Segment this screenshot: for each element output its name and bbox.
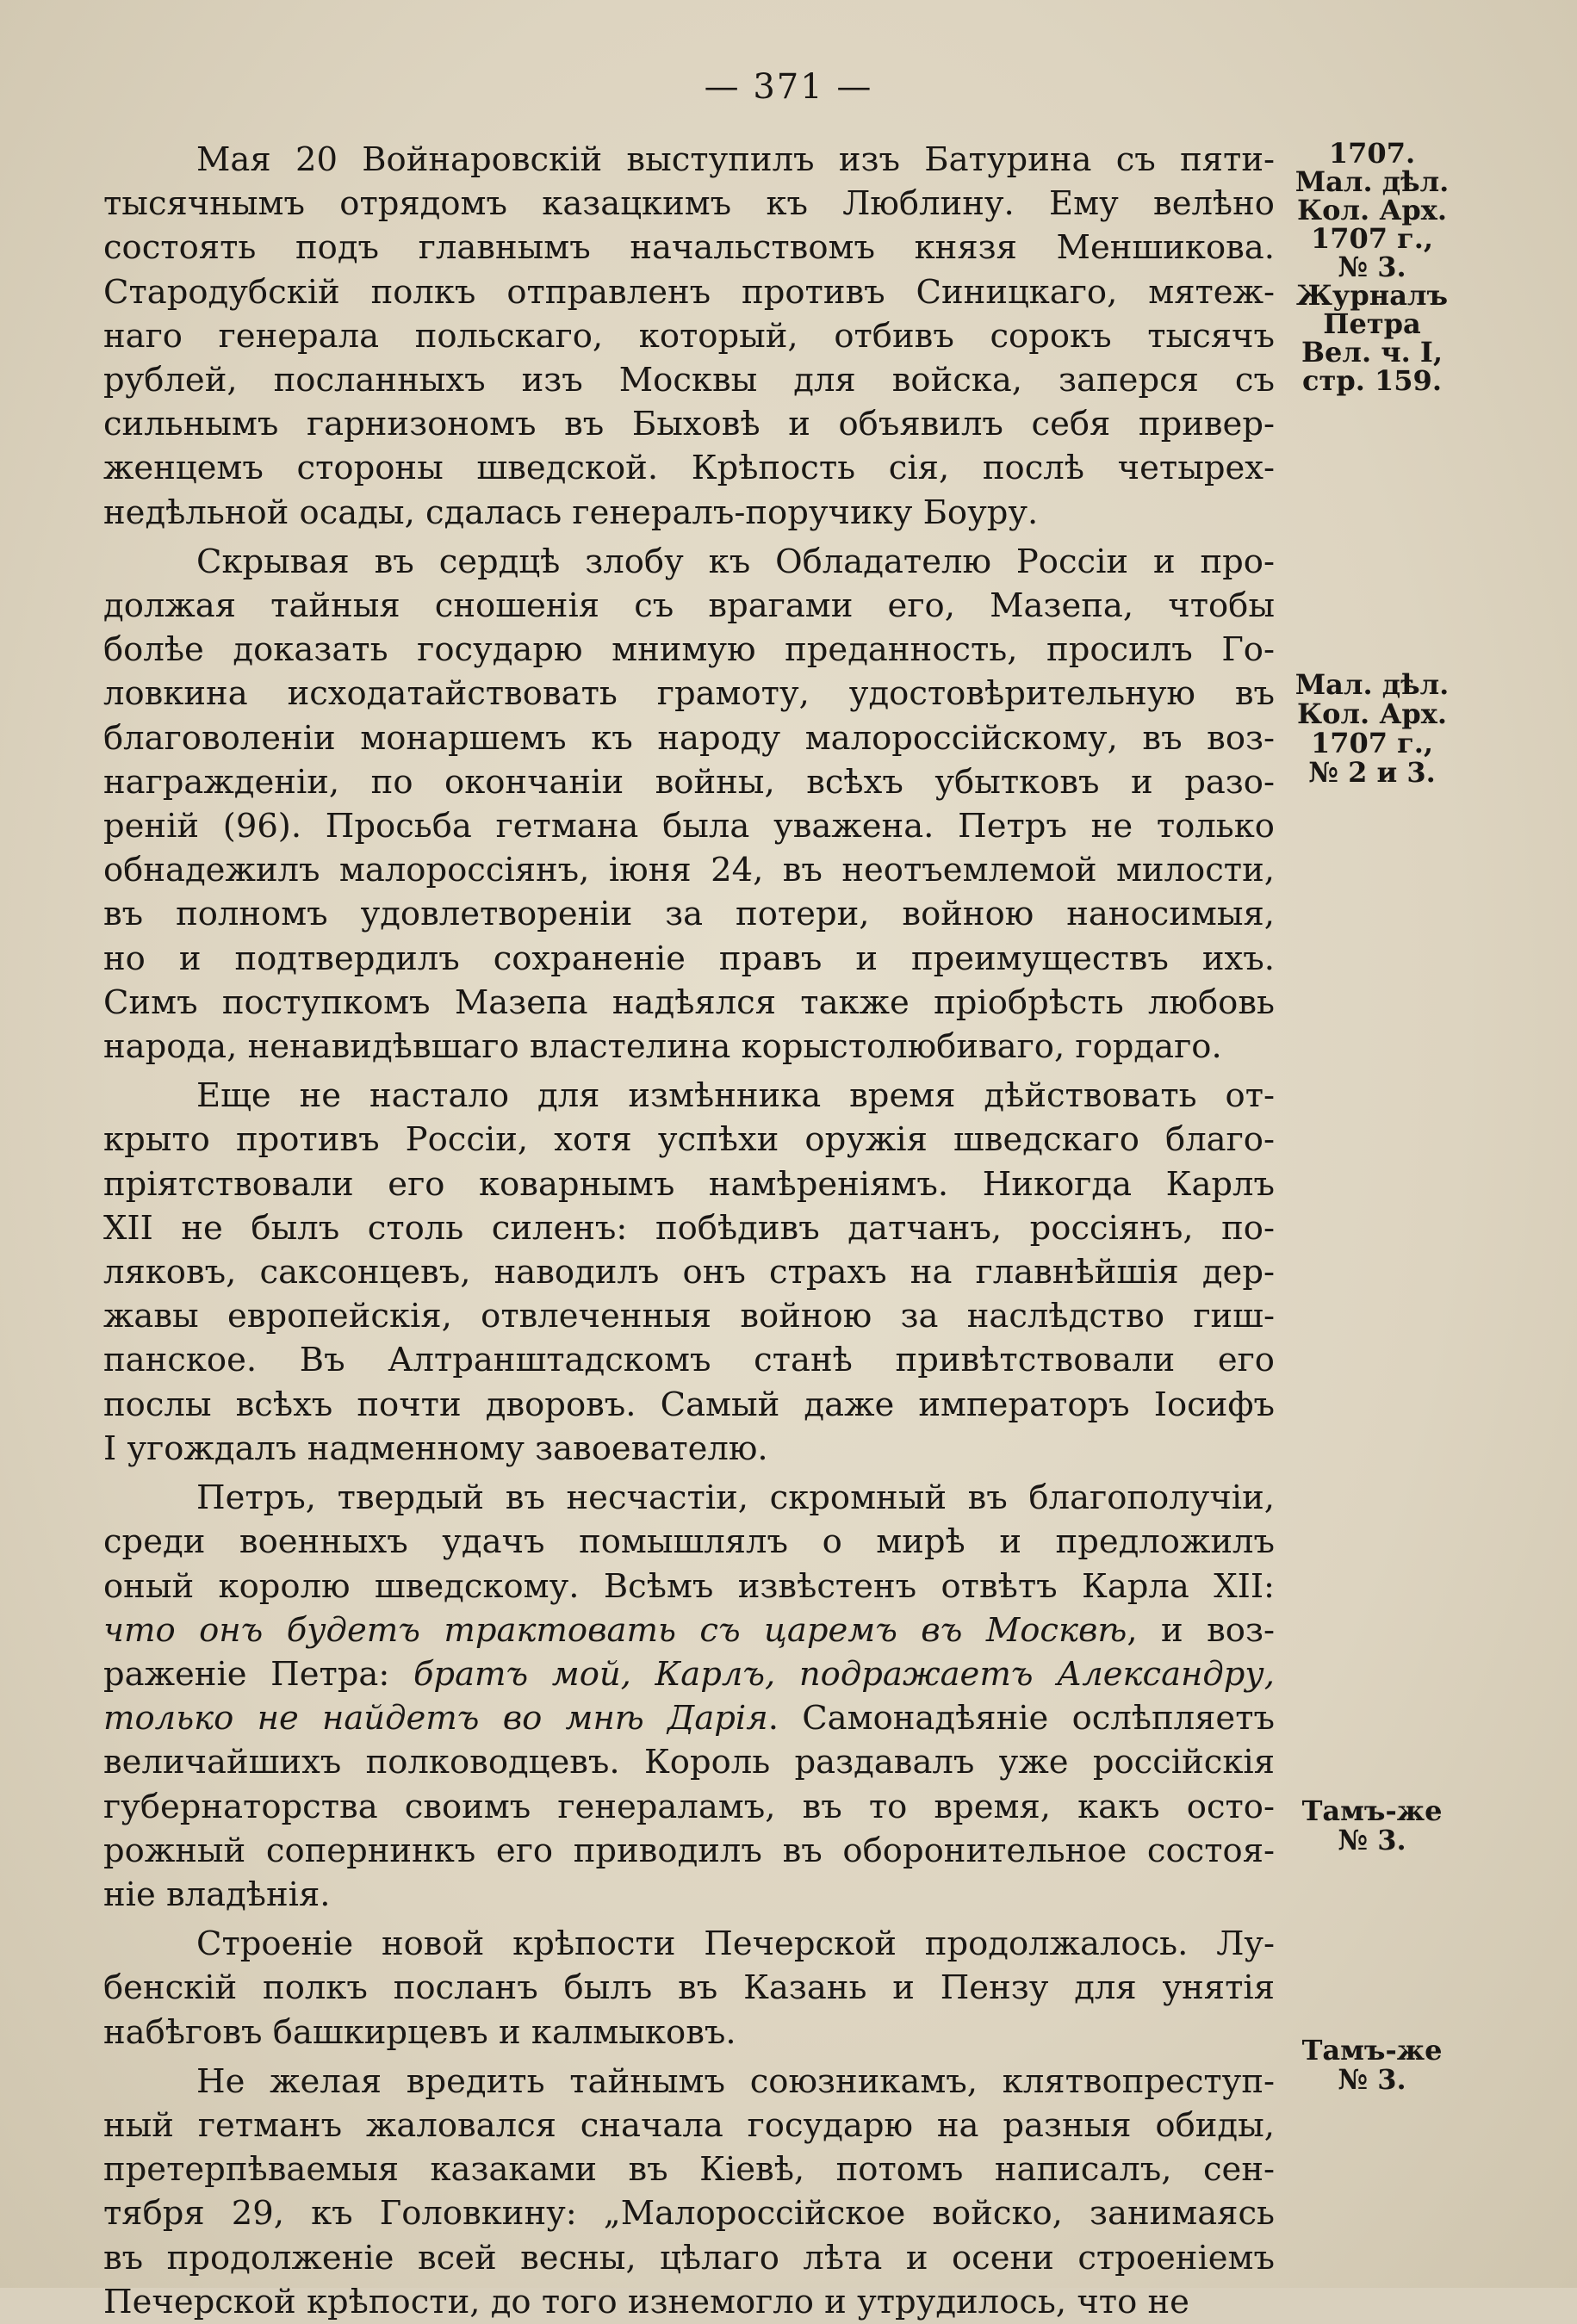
text-line: оный королю шведскому. Всѣмъ извѣстенъ отвѣтъ Карла XII: bbox=[103, 1566, 1275, 1606]
text-line: обнадежилъ малороссіянъ, іюня 24, въ неотъемлемой милости, bbox=[103, 851, 1275, 890]
text-line: ный гетманъ жаловался сначала государю на разныя обиды, bbox=[103, 2105, 1275, 2145]
paragraph bbox=[103, 138, 1275, 535]
text-line: недѣльной осады, сдалась генералъ-поручику Боуру. bbox=[103, 493, 1039, 532]
text-line: болѣе доказать государю мнимую преданность, просилъ Го- bbox=[103, 630, 1275, 670]
margin-note bbox=[1282, 1796, 1462, 1855]
text-line: среди военныхъ удачъ помышлялъ о мирѣ и предложилъ bbox=[103, 1522, 1275, 1562]
text-line: крыто противъ Россіи, хотя успѣхи оружія шведскаго благо- bbox=[103, 1120, 1275, 1160]
text-line: XII не былъ столь силенъ: побѣдивъ датчанъ, россіянъ, по- bbox=[103, 1208, 1275, 1248]
margin-note-line: Мал. дѣл. bbox=[1295, 668, 1450, 701]
text-line: въ продолженіе всей весны, цѣлаго лѣта и осени строеніемъ bbox=[103, 2238, 1275, 2278]
text-line: Не желая вредить тайнымъ союзникамъ, клятвопреступ- bbox=[196, 2061, 1275, 2101]
margin-note-line: № 2 и 3. bbox=[1308, 756, 1436, 789]
text-line: губернаторства своимъ генераламъ, въ то время, какъ осто- bbox=[103, 1787, 1275, 1826]
margin-note-line: № 3. bbox=[1338, 2063, 1406, 2096]
text-line: въ полномъ удовлетвореніи за потери, войною наносимыя, bbox=[103, 895, 1275, 934]
margin-note-line: Кол. Арх. bbox=[1297, 697, 1447, 730]
text-line: жавы европейскія, отвлеченныя войною за наслѣдство гиш- bbox=[103, 1297, 1275, 1336]
text-line: Петръ, твердый въ несчастіи, скромный въ благополучіи, bbox=[196, 1478, 1275, 1518]
text-line: что онъ будетъ трактовать съ царемъ въ Москвѣ, и воз- bbox=[103, 1610, 1275, 1650]
text-line: народа, ненавидѣвшаго властелина корыстолюбиваго, гордаго. bbox=[103, 1027, 1222, 1067]
text-line: пріятствовали его коварнымъ намѣреніямъ. Никогда Карлъ bbox=[103, 1164, 1275, 1204]
margin-note-line: 1707 г., bbox=[1310, 222, 1434, 255]
margin-note-line: Мал. дѣл. bbox=[1295, 165, 1450, 198]
text-line: реній (96). Просьба гетмана была уважена. Петръ не только bbox=[103, 807, 1275, 846]
text-line: претерпѣваемыя казаками въ Кіевѣ, потомъ написалъ, сен- bbox=[103, 2150, 1275, 2190]
margin-note bbox=[1282, 670, 1462, 787]
paragraph bbox=[103, 540, 1275, 1069]
margin-note-line: Петра bbox=[1323, 307, 1421, 340]
text-line: только не найдетъ во мнѣ Дарія. Самонадѣяніе ослѣпляетъ bbox=[103, 1699, 1275, 1738]
text-line: рожный сопернинкъ его приводилъ въ оборонительное состоя- bbox=[103, 1831, 1275, 1870]
text-line: Стародубскій полкъ отправленъ противъ Синицкаго, мятеж- bbox=[103, 272, 1275, 312]
text-line: панское. Въ Алтранштадскомъ станѣ привѣтствовали его bbox=[103, 1341, 1275, 1380]
text-line: раженіе Петра: братъ мой, Карлъ, подражаетъ Александру, bbox=[103, 1654, 1275, 1694]
margin-note-line: Журналъ bbox=[1295, 279, 1449, 312]
text-line: величайшихъ полководцевъ. Король раздавалъ уже россійскія bbox=[103, 1743, 1275, 1782]
text-line: благоволеніи монаршемъ къ народу малороссійскому, въ воз- bbox=[103, 718, 1275, 758]
text-line: тысячнымъ отрядомъ казацкимъ къ Люблину. Ему велѣно bbox=[103, 184, 1275, 224]
text-line: наго генерала польскаго, который, отбивъ сорокъ тысячъ bbox=[103, 316, 1275, 356]
text-line: но и подтвердилъ сохраненіе правъ и преимуществъ ихъ. bbox=[103, 939, 1275, 978]
margin-note-line: Вел. ч. I, bbox=[1301, 336, 1444, 369]
margin-note-line: № 3. bbox=[1338, 251, 1406, 283]
text-line: ловкина исходатайствовать грамоту, удостовѣрительную въ bbox=[103, 674, 1275, 714]
margin-note-line: стр. 159. bbox=[1302, 364, 1442, 397]
paragraph bbox=[103, 1074, 1275, 1471]
text-line: женцемъ стороны шведской. Крѣпость сія, послѣ четырех- bbox=[103, 449, 1275, 488]
text-line: Симъ поступкомъ Мазепа надѣялся также пріобрѣсть любовь bbox=[103, 982, 1275, 1022]
margin-note-line: 1707 г., bbox=[1310, 727, 1434, 759]
margin-note-line: Тамъ-же bbox=[1301, 2034, 1443, 2067]
text-line: послы всѣхъ почти дворовъ. Самый даже императоръ Іосифъ bbox=[103, 1385, 1275, 1424]
text-line: состоять подъ главнымъ начальствомъ князя Меншикова. bbox=[103, 228, 1275, 268]
text-line: ляковъ, саксонцевъ, наводилъ онъ страхъ на главнѣйшія дер- bbox=[103, 1253, 1275, 1292]
text-line: тября 29, къ Головкину: „Малороссійское войско, занимаясь bbox=[103, 2194, 1275, 2234]
margin-note bbox=[1282, 2036, 1462, 2094]
margin-note-line: Тамъ-же bbox=[1301, 1794, 1443, 1827]
paragraph bbox=[103, 2060, 1275, 2324]
text-line: бенскій полкъ посланъ былъ въ Казань и Пензу для унятія bbox=[103, 1968, 1275, 2008]
text-line: Скрывая въ сердцѣ злобу къ Обладателю Россіи и про- bbox=[196, 542, 1275, 581]
text-line: набѣговъ башкирцевъ и калмыковъ. bbox=[103, 2012, 736, 2052]
margin-note-line: Кол. Арх. bbox=[1297, 194, 1447, 226]
text-line: Строеніе новой крѣпости Печерской продолжалось. Лу- bbox=[196, 1924, 1275, 1964]
text-line: I угождалъ надменному завоевателю. bbox=[103, 1428, 768, 1468]
page-number: — 371 — bbox=[704, 67, 873, 107]
text-line: Мая 20 Войнаровскій выступилъ изъ Батурина съ пяти- bbox=[196, 140, 1275, 179]
margin-note-line: № 3. bbox=[1338, 1824, 1406, 1856]
text-line: Еще не настало для измѣнника время дѣйствовать от- bbox=[196, 1076, 1275, 1116]
text-line: награжденіи, по окончаніи войны, всѣхъ убытковъ и разо- bbox=[103, 762, 1275, 802]
text-line: Печерской крѣпости, до того изнемогло и утрудилось, что не bbox=[103, 2282, 1189, 2321]
main-text bbox=[103, 138, 1275, 2324]
paragraph bbox=[103, 1476, 1275, 1917]
margin-note-line: 1707. bbox=[1328, 137, 1416, 170]
text-line: сильнымъ гарнизономъ въ Быховѣ и объявилъ себя привер- bbox=[103, 405, 1275, 444]
text-line: должая тайныя сношенія съ врагами его, Мазепа, чтобы bbox=[103, 586, 1275, 626]
paragraph bbox=[103, 1922, 1275, 2054]
margin-note bbox=[1282, 139, 1462, 395]
text-line: ніе владѣнія. bbox=[103, 1875, 331, 1914]
text-line: рублей, посланныхъ изъ Москвы для войска, заперся съ bbox=[103, 361, 1275, 400]
